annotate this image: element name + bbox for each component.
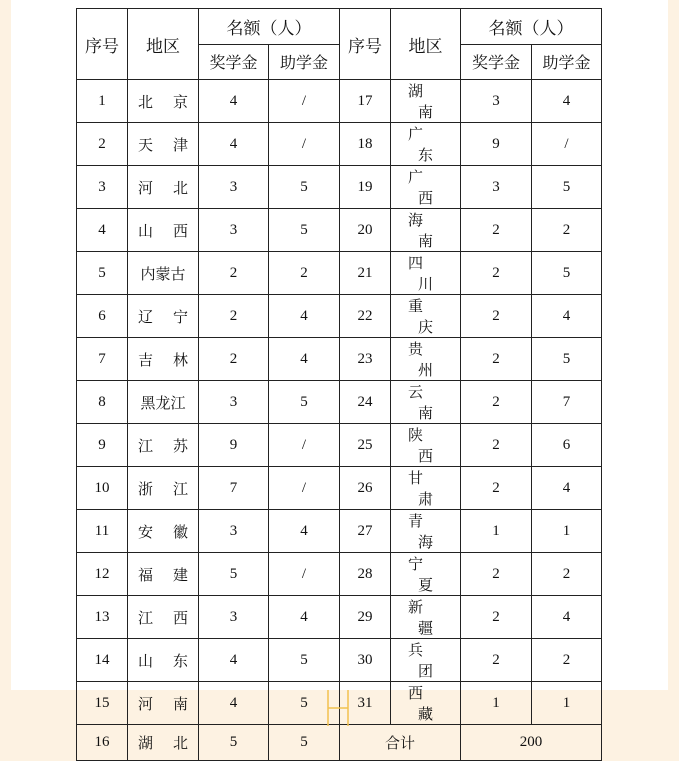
scholarship-cell: 4	[199, 639, 269, 682]
grant-cell: 5	[269, 639, 340, 682]
col-quota-header-right: 名额（人）	[461, 9, 602, 45]
table-header	[77, 9, 602, 80]
table-row	[77, 467, 602, 510]
scholarship-cell: 3	[199, 166, 269, 209]
index-cell: 17	[340, 80, 391, 123]
grant-cell: 4	[269, 596, 340, 639]
table-row	[77, 338, 602, 381]
region-name: 辽宁	[137, 309, 208, 326]
col-index-header-right: 序号	[340, 9, 391, 80]
region-cell	[391, 553, 461, 596]
region-cell	[128, 725, 208, 761]
region-cell	[391, 80, 461, 123]
index-cell: 26	[340, 467, 391, 510]
grant-cell: 2	[532, 553, 602, 596]
quota-table	[76, 8, 602, 761]
col-region-header-right: 地区	[391, 9, 461, 80]
col-grant-header-right: 助学金	[532, 44, 602, 80]
grant-cell: 2	[532, 209, 602, 252]
grant-cell: 5	[532, 166, 602, 209]
grant-cell: /	[269, 467, 340, 510]
index-cell: 30	[340, 639, 391, 682]
scholarship-cell: 9	[461, 123, 532, 166]
scholarship-cell: 3	[199, 596, 269, 639]
table-row	[77, 553, 602, 596]
scholarship-cell: 2	[461, 553, 532, 596]
scholarship-cell: 5	[199, 553, 269, 596]
table-row	[77, 424, 602, 467]
region-cell	[128, 295, 208, 338]
region-cell	[128, 381, 199, 424]
grant-cell: 2	[269, 252, 340, 295]
scholarship-cell: 2	[461, 295, 532, 338]
region-cell	[128, 80, 208, 123]
region-cell	[391, 295, 461, 338]
index-cell: 20	[340, 209, 391, 252]
region-name: 北京	[137, 94, 208, 111]
index-cell: 5	[77, 252, 128, 295]
region-cell	[128, 209, 208, 252]
region-cell	[391, 166, 461, 209]
scholarship-cell: 3	[461, 166, 532, 209]
index-cell: 10	[77, 467, 128, 510]
scholarship-cell: 2	[461, 381, 532, 424]
scholarship-cell: 5	[199, 725, 269, 761]
region-cell	[128, 596, 208, 639]
table-row	[77, 381, 602, 424]
region-cell	[391, 209, 461, 252]
index-cell: 12	[77, 553, 128, 596]
table-row	[77, 596, 602, 639]
scholarship-cell: 4	[199, 123, 269, 166]
index-cell: 13	[77, 596, 128, 639]
scholarship-cell: 9	[199, 424, 269, 467]
scholarship-cell: 2	[461, 596, 532, 639]
grant-cell: 5	[269, 209, 340, 252]
grant-cell: 6	[532, 424, 602, 467]
grant-cell: 1	[532, 682, 602, 725]
region-name: 兵团	[407, 643, 453, 681]
scholarship-cell: 2	[461, 338, 532, 381]
grant-cell: 5	[269, 166, 340, 209]
region-cell	[391, 639, 461, 682]
grant-cell: 4	[269, 338, 340, 381]
scholarship-cell: 2	[199, 338, 269, 381]
index-cell: 22	[340, 295, 391, 338]
scholarship-cell: 3	[461, 80, 532, 123]
region-name: 山东	[137, 653, 208, 670]
grant-cell: 4	[269, 295, 340, 338]
scholarship-cell: 7	[199, 467, 269, 510]
table-row	[77, 209, 602, 252]
region-name: 青海	[407, 514, 453, 552]
scholarship-cell: 2	[199, 252, 269, 295]
scholarship-cell: 2	[461, 252, 532, 295]
grant-cell: 1	[532, 510, 602, 553]
index-cell: 16	[77, 725, 128, 761]
scholarship-cell: 2	[461, 639, 532, 682]
table-body	[77, 80, 602, 761]
col-region-header: 地区	[128, 9, 199, 80]
table-row	[77, 725, 602, 761]
index-cell: 24	[340, 381, 391, 424]
table-row	[77, 639, 602, 682]
grant-cell: 5	[532, 338, 602, 381]
region-cell	[128, 467, 208, 510]
total-value: 200	[461, 725, 602, 761]
region-name: 天津	[137, 137, 208, 154]
region-name: 湖北	[137, 735, 208, 752]
region-cell	[128, 424, 208, 467]
region-cell	[128, 338, 208, 381]
region-cell	[391, 424, 461, 467]
region-cell	[391, 338, 461, 381]
scholarship-cell: 3	[199, 381, 269, 424]
region-cell	[391, 252, 461, 295]
region-name: 广东	[407, 127, 453, 165]
index-cell: 29	[340, 596, 391, 639]
index-cell: 9	[77, 424, 128, 467]
scholarship-cell: 4	[199, 682, 269, 725]
region-name: 重庆	[407, 299, 453, 337]
index-cell: 6	[77, 295, 128, 338]
index-cell: 23	[340, 338, 391, 381]
table-row	[77, 295, 602, 338]
scholarship-cell: 2	[461, 424, 532, 467]
region-cell	[128, 682, 208, 725]
index-cell: 28	[340, 553, 391, 596]
index-cell: 27	[340, 510, 391, 553]
grant-cell: /	[532, 123, 602, 166]
region-name: 广西	[407, 170, 453, 208]
table-row	[77, 510, 602, 553]
region-cell	[391, 381, 461, 424]
region-name: 安徽	[137, 524, 208, 541]
grant-cell: 7	[532, 381, 602, 424]
region-name: 浙江	[137, 481, 208, 498]
region-name: 贵州	[407, 342, 453, 380]
grant-cell: 4	[532, 467, 602, 510]
region-cell	[391, 510, 461, 553]
region-cell	[128, 639, 208, 682]
scholarship-cell: 1	[461, 510, 532, 553]
table-row	[77, 252, 602, 295]
region-name: 福建	[137, 567, 208, 584]
grant-cell: 5	[269, 725, 340, 761]
total-label: 合计	[340, 725, 461, 761]
index-cell: 31	[340, 682, 391, 725]
region-cell	[391, 596, 461, 639]
index-cell: 4	[77, 209, 128, 252]
scholarship-cell: 2	[199, 295, 269, 338]
region-cell	[391, 123, 461, 166]
table-row	[77, 80, 602, 123]
region-name: 吉林	[137, 352, 208, 369]
index-cell: 2	[77, 123, 128, 166]
grant-cell: /	[269, 424, 340, 467]
region-cell	[128, 123, 208, 166]
grant-cell: /	[269, 553, 340, 596]
region-name: 江苏	[137, 438, 208, 455]
col-scholarship-header: 奖学金	[199, 44, 269, 80]
scholarship-cell: 1	[461, 682, 532, 725]
index-cell: 3	[77, 166, 128, 209]
index-cell: 7	[77, 338, 128, 381]
region-name: 海南	[407, 213, 453, 251]
index-cell: 8	[77, 381, 128, 424]
region-name: 黑龙江	[140, 395, 186, 412]
region-name: 湖南	[407, 84, 453, 122]
region-name: 河北	[137, 180, 208, 197]
region-name: 云南	[407, 385, 453, 423]
index-cell: 18	[340, 123, 391, 166]
index-cell: 25	[340, 424, 391, 467]
region-name: 江西	[137, 610, 208, 627]
col-grant-header: 助学金	[269, 44, 340, 80]
grant-cell: /	[269, 123, 340, 166]
grant-cell: 4	[532, 80, 602, 123]
region-name: 内蒙古	[140, 266, 186, 283]
region-name: 四川	[407, 256, 453, 294]
region-name: 宁夏	[407, 557, 453, 595]
region-name: 陕西	[407, 428, 453, 466]
region-name: 山西	[137, 223, 208, 240]
scholarship-cell: 2	[461, 467, 532, 510]
index-cell: 15	[77, 682, 128, 725]
index-cell: 1	[77, 80, 128, 123]
index-cell: 19	[340, 166, 391, 209]
grant-cell: 4	[532, 596, 602, 639]
region-name: 新疆	[407, 600, 453, 638]
scholarship-cell: 2	[461, 209, 532, 252]
col-scholarship-header-right: 奖学金	[461, 44, 532, 80]
table-row	[77, 166, 602, 209]
grant-cell: /	[269, 80, 340, 123]
grant-cell: 2	[532, 639, 602, 682]
grant-cell: 5	[269, 682, 340, 725]
index-cell: 11	[77, 510, 128, 553]
region-cell	[391, 682, 461, 725]
grant-cell: 5	[269, 381, 340, 424]
scholarship-cell: 3	[199, 510, 269, 553]
region-cell	[128, 166, 208, 209]
index-cell: 14	[77, 639, 128, 682]
index-cell: 21	[340, 252, 391, 295]
region-name: 河南	[137, 696, 208, 713]
region-cell	[128, 553, 208, 596]
region-cell	[128, 252, 199, 295]
region-cell	[128, 510, 208, 553]
col-index-header: 序号	[77, 9, 128, 80]
region-name: 西藏	[407, 686, 453, 724]
grant-cell: 5	[532, 252, 602, 295]
table-row	[77, 123, 602, 166]
scholarship-cell: 4	[199, 80, 269, 123]
scholarship-cell: 3	[199, 209, 269, 252]
grant-cell: 4	[269, 510, 340, 553]
grant-cell: 4	[532, 295, 602, 338]
col-quota-header: 名额（人）	[199, 9, 340, 45]
region-cell	[391, 467, 461, 510]
region-name: 甘肃	[407, 471, 453, 509]
bracket-icon	[326, 690, 350, 726]
